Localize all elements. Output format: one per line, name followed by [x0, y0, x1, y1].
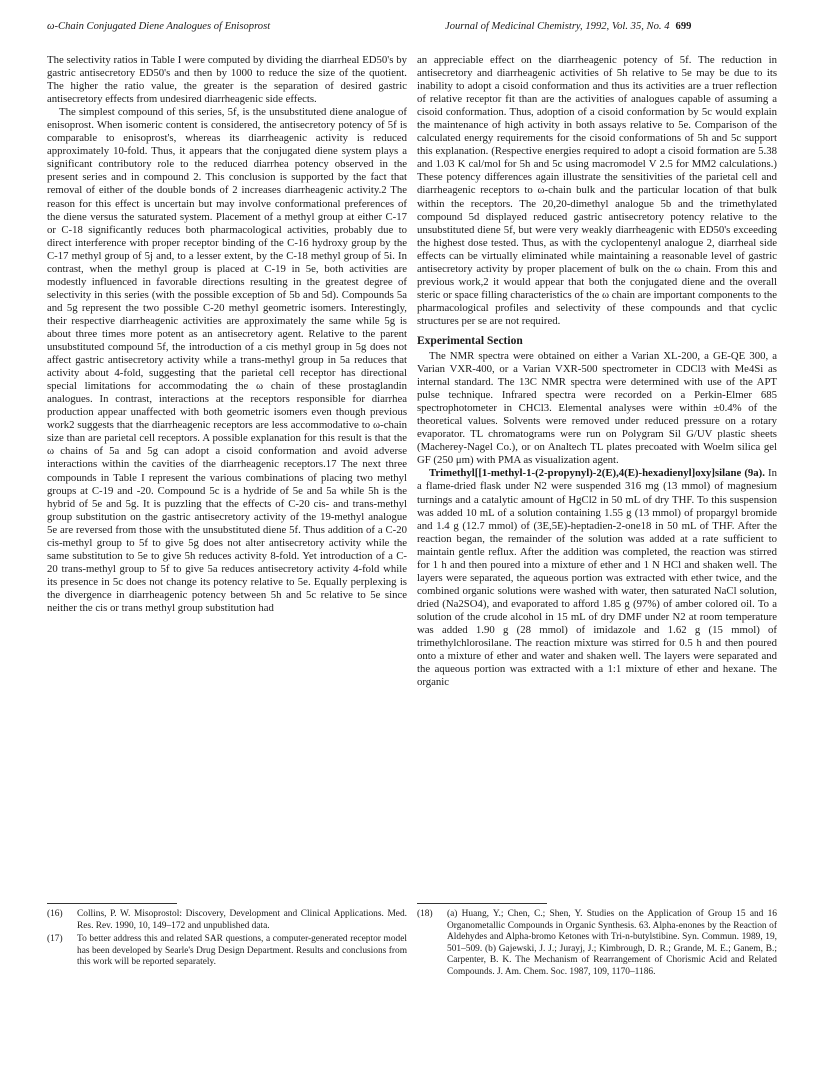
footnote-number: (18)	[417, 909, 433, 919]
footnote-divider	[47, 903, 177, 904]
right-column	[417, 54, 777, 689]
paragraph: The NMR spectra were obtained on either a Varian XL-200, a GE-QE 300, a Varian VXR-400, or a Varian VXR-500 spectrometer in CDCl3 with Me4Si as internal standard. The 13C NMR spectra were determined with use of the APT pulse technique. Infrared spectra were recorded on a Perkin-Elmer 685 spectrophotometer in CHCl3. Elemental analyses were within ±0.4% of the theoretical values. Solvents were removed under reduced pressure on a rotary evaporator. TL chromatograms were run on Polygram Sil G/UV plastic sheets (Macherey-Nagel Co.), or on Analtech TL plates precoated with Woelm silica gel GF (250 μm) with PMA as visualization agent.	[417, 349, 777, 467]
journal-citation	[445, 20, 691, 36]
footnote-number: (16)	[47, 909, 63, 919]
paragraph: The selectivity ratios in Table I were computed by dividing the diarrheal ED50's by gastric antisecretory ED50's and then by 1000 to reduce the size of the quotient. The higher the ratio value, the greater is the separation of desired gastric antisecretory effects from undesired diarrheagenic side effects.	[47, 54, 407, 106]
footnotes-left	[47, 909, 407, 971]
procedure-text: In a flame-dried flask under N2 were suspended 316 mg (13 mmol) of magnesium turnings and a catalytic amount of HgCl2 in 50 mL of dry THF. To this suspension was added 10 mL of a solution containing 1.55 g (13 mmol) of propargyl bromide and 1.4 g (12.7 mmol) of (3E,5E)-heptadien-2-one18 in 50 mL of THF. After the reaction began, the remainder of the solution was added at a rate sufficient to maintain gentle reflux. After the addition was completed, the reaction was stirred for 1 h and then poured into a mixture of ether and 1 N HCl and shaken well. The layers were separated, the aqueous portion was extracted with ether twice, and the combined organic solutions were washed with water, then saturated NaCl solution, dried (Na2SO4), and evaporated to afford 1.85 g (97%) of amber colored oil. To a solution of the crude alcohol in 15 mL of dry DMF under N2 at room temperature was added 1.90 g (28 mmol) of imidazole and 1.62 g (15 mmol) of trimethylchlorosilane. The reaction mixture was stirred for 0.5 h and then poured onto a mixture of ether and water and shaken well. The layers were separated and the aqueous portion was extracted with a 1:1 mixture of ether and hexane. The organic	[417, 467, 777, 689]
page-number: 699	[675, 21, 692, 32]
footnote-number: (17)	[47, 934, 63, 945]
paragraph: an appreciable effect on the diarrheagenic potency of 5f. The reduction in antisecretory and diarrheagenic activities of 5h relative to 5e may be due to its inability to adopt a cisoid conformation and thus its activities are a truer reflection of relative receptor fit than are the activities of analogues capable of assuming a cisoid conformation. Thus, adoption of a cisoid conformation by 5c would explain the maintenance of high activity in both assays relative to 5e. Comparison of the calculated energy requirements for the cisoid conformations of 5h and 5c support this explanation. (Respective energies required to adopt a cisoid formation are 5.38 and 1.03 K cal/mol for 5h and 5c using macromodel V 2.5 for MM2 calculations.) These potency differences again illustrate the sensitivities of the parietal cell and diarrheagenic receptors to ω-chain bulk and the particular location of that bulk within the receptors. The 20,20-dimethyl analogue 5b and the trimethylated compound 5d displayed reduced gastric antisecretory potency relative to the unsubstituted diene 5f, but were very weakly diarrheagenic with ED50's exceeding the highest dose tested. Thus, as with the cyclopentenyl analogue 2, diarrheal side effects can be virtually eliminated while maintaining a reasonable level of gastric antisecretory activity by proper placement of bulk on the ω chain. From this and previous work,2 it would appear that both the conjugated diene and the overall steric or space filling characteristics of the ω chain are important components to the pharmacological profiles and selectivity of these compounds and that cyclic structures per se are not required.	[417, 54, 777, 327]
running-title: ω-Chain Conjugated Diene Analogues of Enisoprost	[47, 21, 271, 32]
procedure-paragraph	[417, 467, 777, 689]
section-heading: Experimental Section	[417, 334, 523, 347]
journal-name: Journal of Medicinal Chemistry, 1992, Vol. 35, No. 4	[445, 21, 670, 32]
footnote-divider	[417, 903, 547, 904]
footnote-text: Collins, P. W. Misoprostol: Discovery, Development and Clinical Applications. Med. Res. Rev. 1990, 10, 149–172 and unpublished data.	[77, 909, 407, 931]
footnote	[417, 909, 777, 979]
footnote-text: (a) Huang, Y.; Chen, C.; Shen, Y. Studies on the Application of Group 15 and 16 Organometallic Compounds in Organic Synthesis. 63. Alpha-enones by the Reaction of Aldehydes and Alpha-bromo Ketones with Tri-n-butylstibine. Syn. Commun. 1989, 19, 501–509. (b) Gajewski, J. J.; Jurayj, J.; Kimbrough, D. R.; Grande, M. E.; Ganem, B.; Carpenter, B. K. The Mechanism of Rearrangement of Chorismic Acid and Related Compounds. J. Am. Chem. Soc. 1987, 109, 1170–1186.	[447, 909, 777, 977]
paragraph: The simplest compound of this series, 5f, is the unsubstituted diene analogue of enisoprost. When isomeric content is considered, the antisecretory potency of 5f is comparable to enisoprost's, whereas its diarrheagenic activity is reduced approximately 10-fold. Thus, it appears that the conjugated diene system plays a significant contributory role to the reduced diarrhea potency observed in the present series and in compound 2. This conclusion is supported by the fact that removal of either of the double bonds of 2 increases diarrheagenic activity.2 The reason for this effect is uncertain but may involve conformational preferences of the diene versus the saturated system. Placement of a methyl group at either C-17 or C-18 significantly reduces both pharmacological activities, probably due to direct interference with proper receptor binding of the C-16 hydroxy group by the C-17 methyl group of 5j and, to a lesser extent, by the C-18 methyl group of 5i. In contrast, when the methyl group is placed at C-19 in 5e, both activities are modestly influenced in favorable directions resulting in the greatest degree of selectivity in this series (with the possible exception of 5b and 5d). Compounds 5a and 5g represent the two possible C-20 methyl geometric isomers. Interestingly, their respective diarrheagenic activities are approximately the same while 5g is about three times more potent as an antisecretory agent. Relative to the parent unsubstituted compound 5f, the introduction of a cis methyl group in 5g does not affect gastric antisecretory activity while a trans-methyl group in 5a reduces that activity about 4-fold, suggesting that the parietal cell receptor has directional special limitations for accommodating the ω chain of these prostaglandin analogues. In contrast, interactions at the receptors responsible for diarrhea production appear unaffected with both geometric isomers even though previous work2 suggests that the diarrheagenic receptors are less accommodative to ω-chain size than are parietal cell receptors. A possible explanation for this result is that the ω chains of 5a and 5g can adopt a cisoid conformation and avoid adverse interactions within the cavities of the diarrheagenic receptors.17 The next three compounds in Table I represent the various combinations of placing two methyl groups at C-19 and -20. Compound 5c is a hydride of 5e and 5a while 5h is the hybrid of 5e and 5g. It is puzzling that the effects of C-20 cis- and trans-methyl group substitution on the gastric antisecretory activity of the 19-methyl analogue 5e are reversed from those with the unsubstituted diene 5f. Thus addition of a C-20 cis-methyl group to 5f to give 5g does not alter antisecretory activity while the same substitution to 5e to give 5h reduces activity 8-fold. Yet introduction of a C-20 trans-methyl group to 5f to give 5a reduces antisecretory activity 4-fold while its presence in 5c does not change its potency relative to 5e. Equally perplexing is the divergence in diarrheagenic potency between 5h and 5c relative to 5e since neither the cis or trans methyl group substitution had	[47, 106, 407, 614]
footnote	[47, 909, 407, 932]
footnote	[47, 934, 407, 969]
footnotes-right	[417, 909, 777, 981]
footnote-text: To better address this and related SAR questions, a computer-generated receptor model has been developed by Searle's Drug Design Department. Results and conclusions from this work will be reported separately.	[77, 934, 407, 968]
procedure-title: Trimethyl[[1-methyl-1-(2-propynyl)-2(E),4(E)-hexadienyl]oxy]silane (9a).	[429, 467, 765, 480]
left-column	[47, 54, 407, 615]
